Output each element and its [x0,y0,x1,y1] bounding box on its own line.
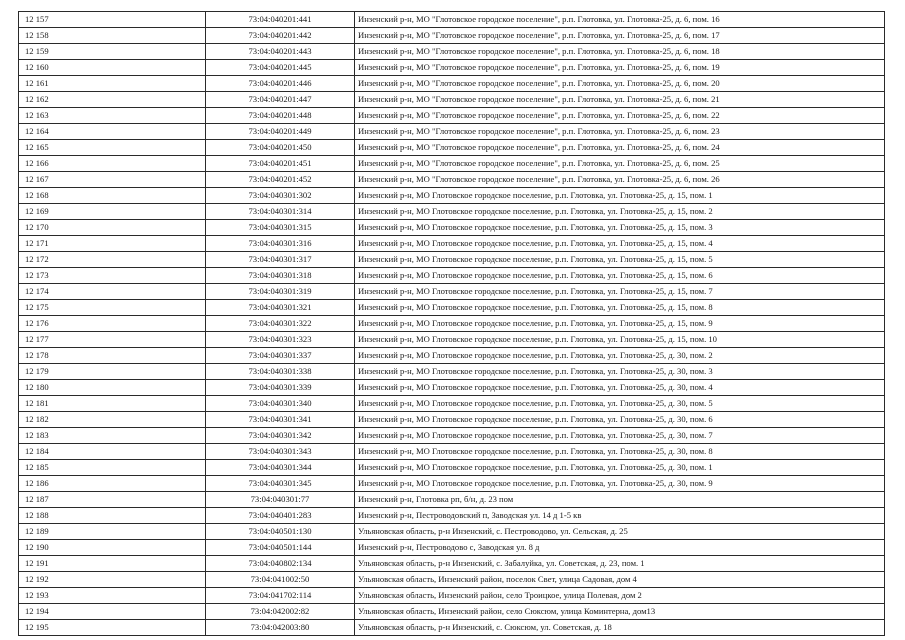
row-number-cell: 12 192 [19,572,206,588]
cadastral-number-cell: 73:04:040301:344 [206,460,355,476]
row-number-cell: 12 160 [19,60,206,76]
address-cell: Инзенский р-н, МО Глотовское городское поселение, р.п. Глотовка, ул. Глотовка-25, д. 30, пом. 1 [355,460,885,476]
address-cell: Инзенский р-н, МО Глотовское городское поселение, р.п. Глотовка, ул. Глотовка-25, д. 30, пом. 8 [355,444,885,460]
address-cell: Ульяновская область, р-н Инзенский, с. Сюксюм, ул. Советская, д. 18 [355,620,885,636]
address-cell: Ульяновская область, р-н Инзенский, с. Пестроводово, ул. Сельская, д. 25 [355,524,885,540]
address-cell: Инзенский р-н, МО Глотовское городское поселение, р.п. Глотовка, ул. Глотовка-25, д. 15, пом. 1 [355,188,885,204]
table-row [19,492,885,508]
address-cell: Инзенский р-н, Пестроводово с, Заводская ул. 8 д [355,540,885,556]
table-row [19,556,885,572]
address-cell: Инзенский р-н, МО Глотовское городское поселение, р.п. Глотовка, ул. Глотовка-25, д. 30, пом. 6 [355,412,885,428]
cadastral-number-cell: 73:04:040301:77 [206,492,355,508]
cadastral-number-cell: 73:04:040201:447 [206,92,355,108]
cadastral-number-cell: 73:04:040201:442 [206,28,355,44]
row-number-cell: 12 168 [19,188,206,204]
cadastral-number-cell: 73:04:040301:316 [206,236,355,252]
table-row [19,60,885,76]
row-number-cell: 12 173 [19,268,206,284]
table-row [19,252,885,268]
address-cell: Инзенский р-н, МО "Глотовское городское поселение", р.п. Глотовка, ул. Глотовка-25, д. 6, пом. 24 [355,140,885,156]
row-number-cell: 12 176 [19,316,206,332]
address-cell: Инзенский р-н, МО Глотовское городское поселение, р.п. Глотовка, ул. Глотовка-25, д. 30, пом. 2 [355,348,885,364]
cadastral-number-cell: 73:04:040201:443 [206,44,355,60]
cadastral-number-cell: 73:04:040301:314 [206,204,355,220]
cadastral-number-cell: 73:04:040301:345 [206,476,355,492]
row-number-cell: 12 191 [19,556,206,572]
address-cell: Инзенский р-н, МО "Глотовское городское поселение", р.п. Глотовка, ул. Глотовка-25, д. 6, пом. 19 [355,60,885,76]
address-cell: Инзенский р-н, МО Глотовское городское поселение, р.п. Глотовка, ул. Глотовка-25, д. 30, пом. 7 [355,428,885,444]
table-row [19,444,885,460]
row-number-cell: 12 157 [19,12,206,28]
table-row [19,220,885,236]
cadastral-number-cell: 73:04:040301:338 [206,364,355,380]
table-row [19,204,885,220]
row-number-cell: 12 194 [19,604,206,620]
table-row [19,92,885,108]
address-cell: Инзенский р-н, Пестроводовский п, Заводская ул. 14 д 1-5 кв [355,508,885,524]
table-row [19,348,885,364]
table-row [19,380,885,396]
table-row [19,12,885,28]
table-row [19,460,885,476]
cadastral-number-cell: 73:04:040201:446 [206,76,355,92]
address-cell: Инзенский р-н, МО Глотовское городское поселение, р.п. Глотовка, ул. Глотовка-25, д. 15, пом. 5 [355,252,885,268]
row-number-cell: 12 195 [19,620,206,636]
table-row [19,236,885,252]
cadastral-number-cell: 73:04:040201:441 [206,12,355,28]
address-cell: Инзенский р-н, МО "Глотовское городское поселение", р.п. Глотовка, ул. Глотовка-25, д. 6, пом. 17 [355,28,885,44]
property-registry-table [18,11,885,636]
cadastral-number-cell: 73:04:040501:130 [206,524,355,540]
row-number-cell: 12 177 [19,332,206,348]
address-cell: Инзенский р-н, МО Глотовское городское поселение, р.п. Глотовка, ул. Глотовка-25, д. 15, пом. 3 [355,220,885,236]
cadastral-number-cell: 73:04:040201:450 [206,140,355,156]
cadastral-number-cell: 73:04:040301:342 [206,428,355,444]
table-row [19,476,885,492]
row-number-cell: 12 172 [19,252,206,268]
row-number-cell: 12 178 [19,348,206,364]
row-number-cell: 12 183 [19,428,206,444]
table-row [19,172,885,188]
table-row [19,140,885,156]
table-row [19,316,885,332]
address-cell: Инзенский р-н, МО "Глотовское городское поселение", р.п. Глотовка, ул. Глотовка-25, д. 6, пом. 16 [355,12,885,28]
table-row [19,156,885,172]
cadastral-number-cell: 73:04:041002:50 [206,572,355,588]
table-row [19,508,885,524]
cadastral-number-cell: 73:04:040201:448 [206,108,355,124]
address-cell: Инзенский р-н, МО Глотовское городское поселение, р.п. Глотовка, ул. Глотовка-25, д. 15, пом. 2 [355,204,885,220]
cadastral-number-cell: 73:04:042003:80 [206,620,355,636]
address-cell: Инзенский р-н, МО "Глотовское городское поселение", р.п. Глотовка, ул. Глотовка-25, д. 6, пом. 21 [355,92,885,108]
table-row [19,300,885,316]
row-number-cell: 12 167 [19,172,206,188]
table-row [19,268,885,284]
table-row [19,332,885,348]
address-cell: Инзенский р-н, МО "Глотовское городское поселение", р.п. Глотовка, ул. Глотовка-25, д. 6, пом. 26 [355,172,885,188]
row-number-cell: 12 188 [19,508,206,524]
cadastral-number-cell: 73:04:040802:134 [206,556,355,572]
row-number-cell: 12 170 [19,220,206,236]
row-number-cell: 12 169 [19,204,206,220]
cadastral-number-cell: 73:04:040401:283 [206,508,355,524]
address-cell: Ульяновская область, Инзенский район, село Сюксюм, улица Коминтерна, дом13 [355,604,885,620]
row-number-cell: 12 184 [19,444,206,460]
row-number-cell: 12 180 [19,380,206,396]
address-cell: Инзенский р-н, МО Глотовское городское поселение, р.п. Глотовка, ул. Глотовка-25, д. 30, пом. 4 [355,380,885,396]
row-number-cell: 12 165 [19,140,206,156]
row-number-cell: 12 181 [19,396,206,412]
row-number-cell: 12 186 [19,476,206,492]
address-cell: Инзенский р-н, Глотовка рп, б/н, д. 23 пом [355,492,885,508]
address-cell: Инзенский р-н, МО Глотовское городское поселение, р.п. Глотовка, ул. Глотовка-25, д. 15, пом. 8 [355,300,885,316]
cadastral-number-cell: 73:04:040201:449 [206,124,355,140]
table-row [19,620,885,636]
address-cell: Ульяновская область, Инзенский район, поселок Свет, улица Садовая, дом 4 [355,572,885,588]
row-number-cell: 12 161 [19,76,206,92]
table-row [19,188,885,204]
row-number-cell: 12 187 [19,492,206,508]
address-cell: Инзенский р-н, МО Глотовское городское поселение, р.п. Глотовка, ул. Глотовка-25, д. 15, пом. 7 [355,284,885,300]
cadastral-number-cell: 73:04:040301:322 [206,316,355,332]
table-row [19,428,885,444]
address-cell: Инзенский р-н, МО "Глотовское городское поселение", р.п. Глотовка, ул. Глотовка-25, д. 6, пом. 18 [355,44,885,60]
cadastral-number-cell: 73:04:040301:341 [206,412,355,428]
table-row [19,588,885,604]
row-number-cell: 12 171 [19,236,206,252]
row-number-cell: 12 163 [19,108,206,124]
document-page [18,11,884,636]
table-row [19,44,885,60]
address-cell: Инзенский р-н, МО Глотовское городское поселение, р.п. Глотовка, ул. Глотовка-25, д. 15, пом. 9 [355,316,885,332]
cadastral-number-cell: 73:04:040501:144 [206,540,355,556]
table-row [19,28,885,44]
cadastral-number-cell: 73:04:040201:451 [206,156,355,172]
cadastral-number-cell: 73:04:040301:318 [206,268,355,284]
table-row [19,108,885,124]
row-number-cell: 12 182 [19,412,206,428]
row-number-cell: 12 189 [19,524,206,540]
table-row [19,364,885,380]
cadastral-number-cell: 73:04:040301:343 [206,444,355,460]
cadastral-number-cell: 73:04:040301:340 [206,396,355,412]
cadastral-number-cell: 73:04:040301:315 [206,220,355,236]
row-number-cell: 12 162 [19,92,206,108]
address-cell: Инзенский р-н, МО Глотовское городское поселение, р.п. Глотовка, ул. Глотовка-25, д. 15, пом. 4 [355,236,885,252]
address-cell: Инзенский р-н, МО Глотовское городское поселение, р.п. Глотовка, ул. Глотовка-25, д. 15, пом. 6 [355,268,885,284]
row-number-cell: 12 174 [19,284,206,300]
table-row [19,76,885,92]
table-row [19,284,885,300]
cadastral-number-cell: 73:04:040301:321 [206,300,355,316]
table-row [19,396,885,412]
table-body [19,12,885,636]
address-cell: Инзенский р-н, МО Глотовское городское поселение, р.п. Глотовка, ул. Глотовка-25, д. 30, пом. 5 [355,396,885,412]
cadastral-number-cell: 73:04:042002:82 [206,604,355,620]
cadastral-number-cell: 73:04:040301:317 [206,252,355,268]
cadastral-number-cell: 73:04:040301:302 [206,188,355,204]
row-number-cell: 12 190 [19,540,206,556]
address-cell: Инзенский р-н, МО Глотовское городское поселение, р.п. Глотовка, ул. Глотовка-25, д. 30, пом. 3 [355,364,885,380]
row-number-cell: 12 185 [19,460,206,476]
row-number-cell: 12 193 [19,588,206,604]
cadastral-number-cell: 73:04:040301:319 [206,284,355,300]
row-number-cell: 12 175 [19,300,206,316]
address-cell: Инзенский р-н, МО "Глотовское городское поселение", р.п. Глотовка, ул. Глотовка-25, д. 6, пом. 22 [355,108,885,124]
cadastral-number-cell: 73:04:040301:323 [206,332,355,348]
table-row [19,124,885,140]
address-cell: Ульяновская область, Инзенский район, село Троицкое, улица Полевая, дом 2 [355,588,885,604]
cadastral-number-cell: 73:04:040201:452 [206,172,355,188]
row-number-cell: 12 158 [19,28,206,44]
row-number-cell: 12 166 [19,156,206,172]
address-cell: Инзенский р-н, МО Глотовское городское поселение, р.п. Глотовка, ул. Глотовка-25, д. 15, пом. 10 [355,332,885,348]
table-row [19,540,885,556]
address-cell: Инзенский р-н, МО "Глотовское городское поселение", р.п. Глотовка, ул. Глотовка-25, д. 6, пом. 23 [355,124,885,140]
table-row [19,572,885,588]
row-number-cell: 12 179 [19,364,206,380]
address-cell: Инзенский р-н, МО "Глотовское городское поселение", р.п. Глотовка, ул. Глотовка-25, д. 6, пом. 20 [355,76,885,92]
address-cell: Инзенский р-н, МО "Глотовское городское поселение", р.п. Глотовка, ул. Глотовка-25, д. 6, пом. 25 [355,156,885,172]
table-row [19,412,885,428]
cadastral-number-cell: 73:04:040301:337 [206,348,355,364]
row-number-cell: 12 164 [19,124,206,140]
cadastral-number-cell: 73:04:041702:114 [206,588,355,604]
address-cell: Инзенский р-н, МО Глотовское городское поселение, р.п. Глотовка, ул. Глотовка-25, д. 30, пом. 9 [355,476,885,492]
table-row [19,604,885,620]
cadastral-number-cell: 73:04:040201:445 [206,60,355,76]
cadastral-number-cell: 73:04:040301:339 [206,380,355,396]
table-row [19,524,885,540]
row-number-cell: 12 159 [19,44,206,60]
address-cell: Ульяновская область, р-н Инзенский, с. Забалуйка, ул. Советская, д. 23, пом. 1 [355,556,885,572]
